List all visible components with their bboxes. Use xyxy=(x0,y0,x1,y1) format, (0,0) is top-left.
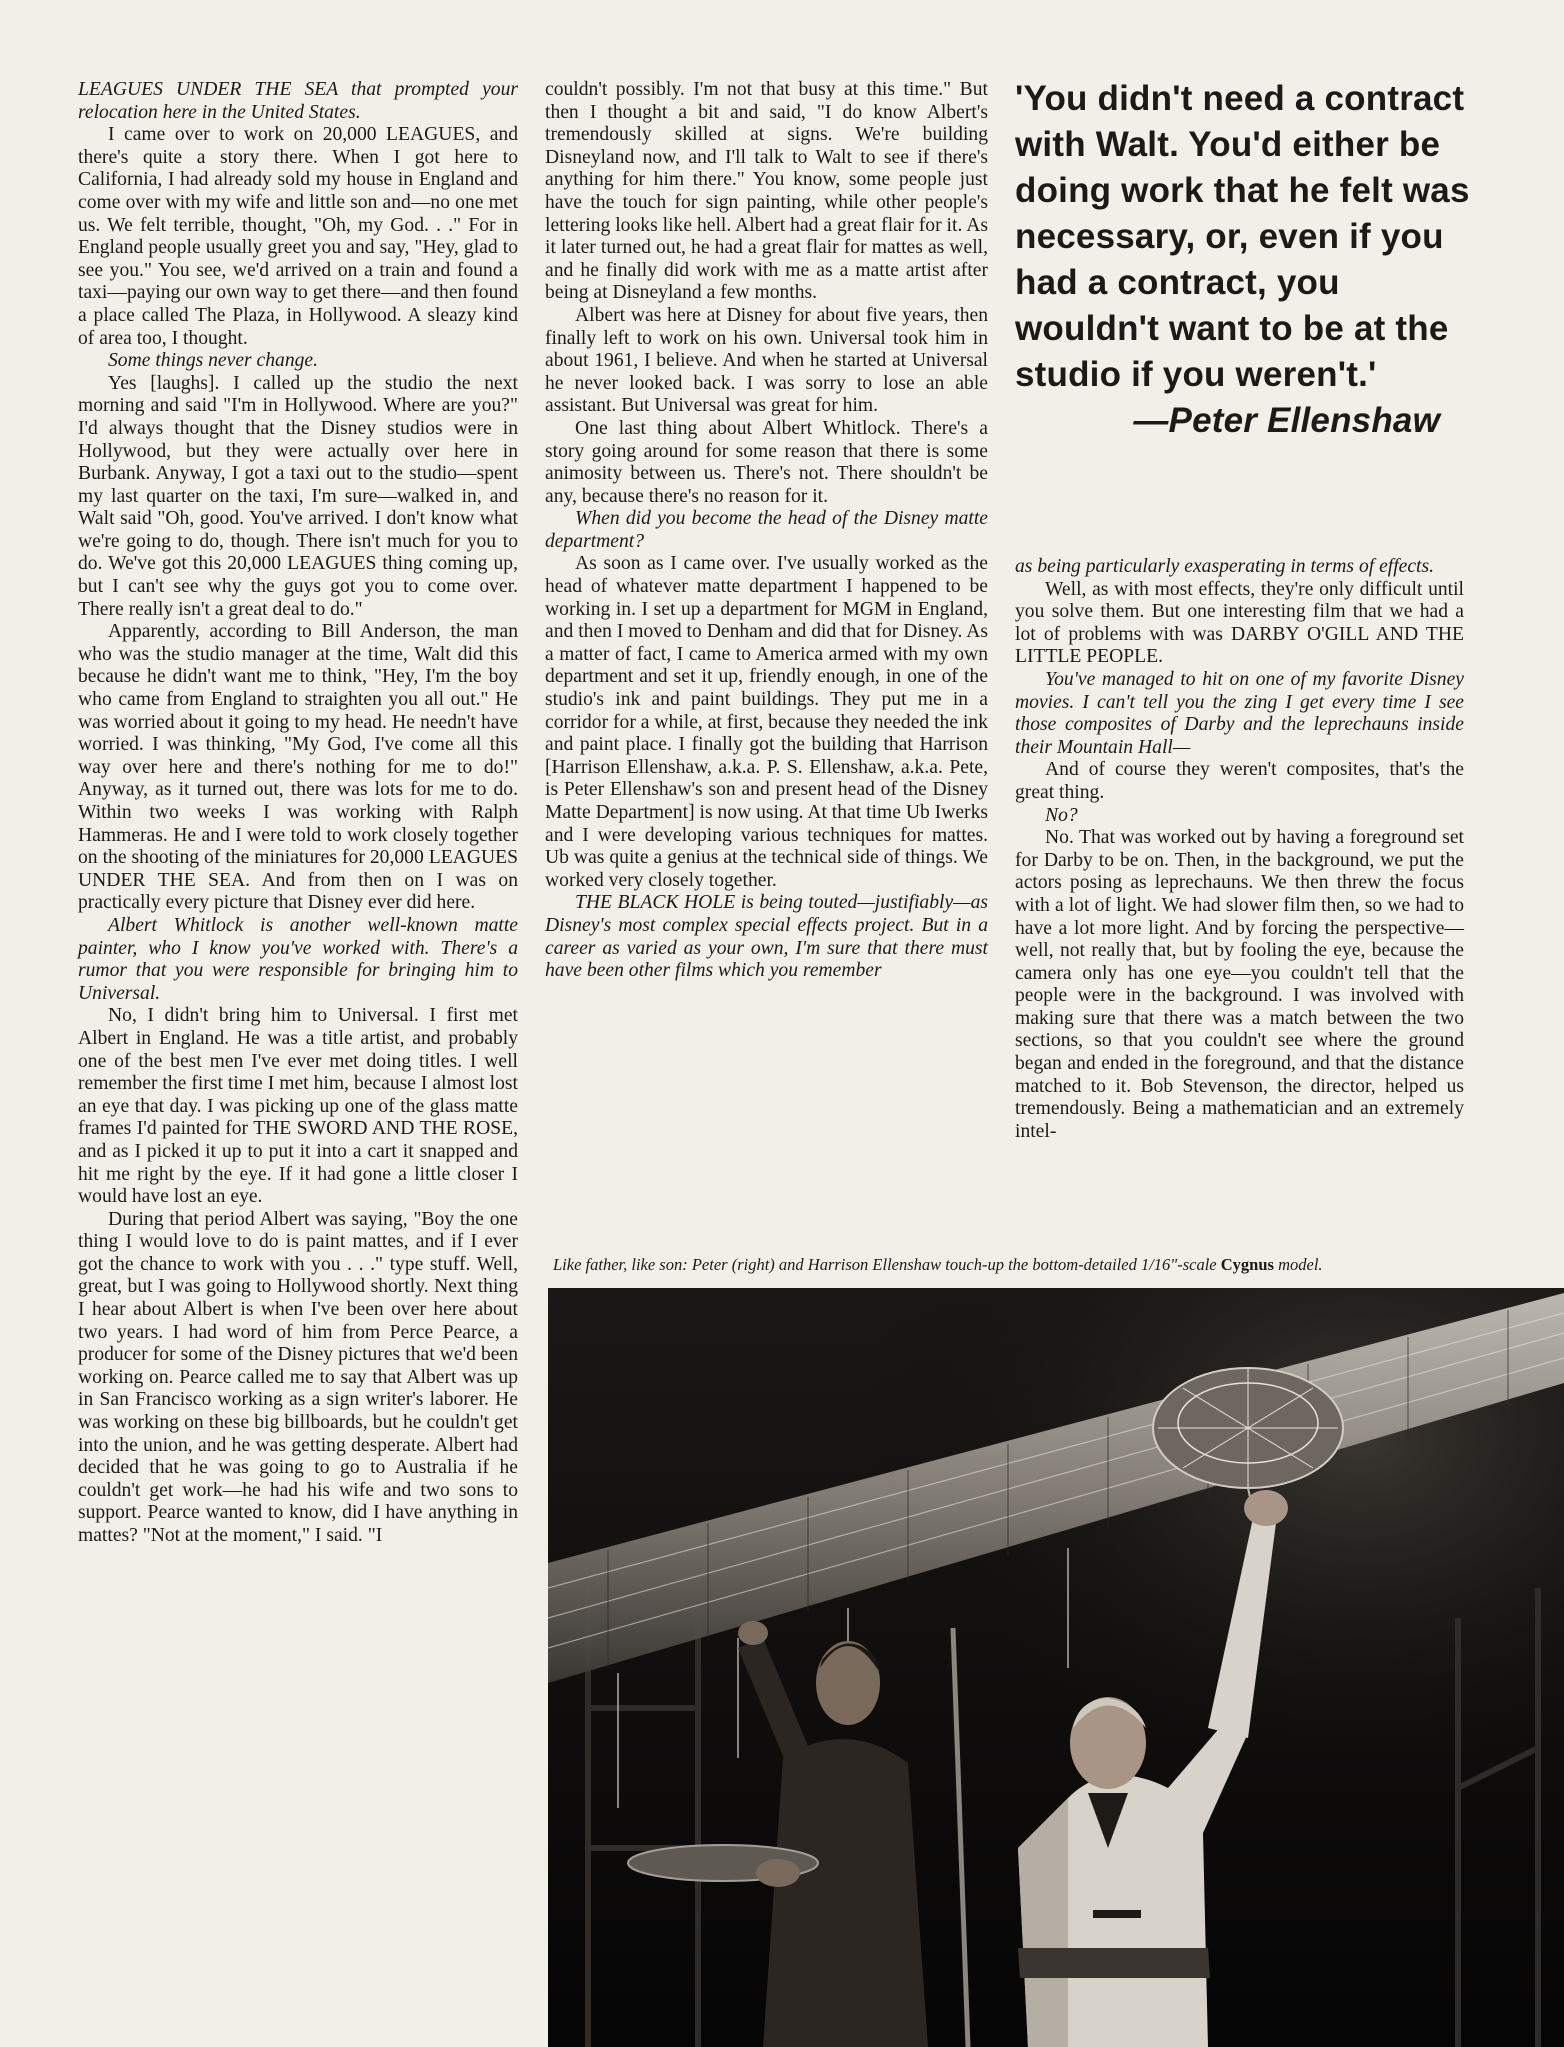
paragraph: couldn't possibly. I'm not that busy at this time." But then I thought a bit and said, "I do know Albert's tremendously skilled at signs. We're building Disneyland now, and I'll talk to Walt to see if there's anything for him there." You know, some people just have the touch for sign painting, while other people's lettering looks like hell. Albert had a great flair for it. As it later turned out, he had a great flair for mattes as well, and he finally did work with me as a matte artist after being at Disneyland a few months. xyxy=(545,79,988,304)
interviewer-question: When did you become the head of the Disney matte department? xyxy=(545,508,988,552)
paragraph: Well, as with most effects, they're only difficult until you solve them. But one interesting film that we had a lot of problems with was DARBY O'GILL AND THE LITTLE PEOPLE. xyxy=(1015,578,1464,668)
paragraph: Apparently, according to Bill Anderson, the man who was the studio manager at the time, Walt did this because he didn't want me to think, "Hey, I'm the boy who came from England to straighten you all out." He was worried about it going to my head. He needn't have worried. I was thinking, "My God, I've come all this way over here and there's nothing for me to do!" Anyway, as it turned out, there was lots for me to do. Within two weeks I was working with Ralph Hammeras. He and I were told to work closely together on the shooting of the miniatures for 20,000 LEAGUES UNDER THE SEA. And from then on I was on practically every picture that Disney ever did here. xyxy=(78,621,518,914)
caption-model-name: Cygnus xyxy=(1220,1255,1274,1274)
interviewer-question: LEAGUES UNDER THE SEA that prompted your relocation here in the United States. xyxy=(78,79,518,123)
interviewer-question: as being particularly exasperating in terms of effects. xyxy=(1015,556,1435,577)
paragraph: Yes [laughs]. I called up the studio the next morning and said "I'm in Hollywood. Where are you?" I'd always thought that the Disney studios were in Hollywood, but they were actually over here in Burbank. Anyway, I got a taxi out to the studio—spent my last quarter on the taxi, I'm sure—walked in, and Walt said "Oh, good. You've arrived. I don't know what we're going to do, though. There isn't much for you to do. We've got this 20,000 LEAGUES thing coming up, but I can't see why the guys got you to come over. There really isn't a great deal to do." xyxy=(78,372,518,620)
paragraph: Albert was here at Disney for about five years, then finally left to work on his own. Universal took him in about 1961, I believe. And when he started at Universal he never looked back. I was sorry to lose an able assistant. But Universal was great for him. xyxy=(545,304,988,417)
photo-cygnus-model xyxy=(548,1288,1564,2047)
pull-quote-attribution: —Peter Ellenshaw xyxy=(1133,401,1440,440)
paragraph: I came over to work on 20,000 LEAGUES, and there's quite a story there. When I got here to California, I had already sold my house in England and come over with my wife and little son and—no one met us. We felt terrible, thought, "Oh, my God. . ." For in England people usually greet you and say, "Hey, glad to see you." You see, we'd arrived on a train and found a taxi—paying our own way to get there—and then found a place called The Plaza, in Hollywood. A sleazy kind of area too, I thought. xyxy=(78,124,518,349)
article-column-2 xyxy=(545,79,988,983)
interviewer-question: Albert Whitlock is another well-known matte painter, who I know you've worked with. There's a rumor that you were responsible for bringing him to Universal. xyxy=(78,914,518,1004)
photo-caption xyxy=(553,1255,1553,1275)
caption-text: Like father, like son: Peter (right) and Harrison Ellenshaw touch-up the bottom-detailed 1/16"-scale xyxy=(553,1255,1221,1274)
paragraph: During that period Albert was saying, "Boy the one thing I would love to do is paint mattes, and if I ever got the chance to work with you . . ." type stuff. Well, great, but I was going to Hollywood shortly. Next thing I hear about Albert is when I've been over here about two years. I had word of him from Perce Pearce, a producer for some of the Disney pictures that we'd been working on. Pearce called me to say that Albert was up in San Francisco working as a sign writer's laborer. He was working on these big billboards, but he couldn't get into the union, and he was getting desperate. Albert had decided that he was going to go to Australia if he couldn't get work—he had his wife and two sons to support. Pearce wanted to know, did I have anything in mattes? "Not at the moment," I said. "I xyxy=(78,1208,518,1546)
pull-quote xyxy=(1015,76,1485,444)
interviewer-question: You've managed to hit on one of my favorite Disney movies. I can't tell you the zing I get every time I see those composites of Darby and the leprechauns inside their Mountain Hall— xyxy=(1015,668,1464,758)
interviewer-question: No? xyxy=(1045,804,1078,826)
paragraph: One last thing about Albert Whitlock. There's a story going around for some reason that there is some animosity between us. There's not. There shouldn't be any, because there's no reason for it. xyxy=(545,417,988,507)
paragraph: And of course they weren't composites, that's the great thing. xyxy=(1015,759,1464,803)
pull-quote-text: 'You didn't need a contract with Walt. You'd either be doing work that he felt was necessary, or, even if you had a contract, you wouldn't want to be at the studio if you weren't.' xyxy=(1015,79,1470,394)
interviewer-question: THE BLACK HOLE is being touted—justifiably—as Disney's most complex special effects project. But in a career as varied as your own, I'm sure that there must have been other films which you remember xyxy=(545,892,988,982)
caption-suffix: model. xyxy=(1273,1255,1323,1274)
article-column-3 xyxy=(1015,556,1464,1143)
interviewer-question: Some things never change. xyxy=(108,350,319,372)
photo-illustration xyxy=(548,1288,1564,2047)
paragraph: As soon as I came over. I've usually worked as the head of whatever matte department I happened to be working in. I set up a department for MGM in England, and then I moved to Denham and did that for Disney. As a matter of fact, I came to America armed with my own department and set it up, friendly enough, in one of the studio's ink and paint buildings. They put me in a corridor for a while, at first, because they needed the ink and paint place. I finally got the building that Harrison [Harrison Ellenshaw, a.k.a. P. S. Ellenshaw, a.k.a. Pete, is Peter Ellenshaw's son and present head of the Disney Matte Department] is now using. At that time Ub Iwerks and I were developing various techniques for mattes. Ub was quite a genius at the technical side of things. We worked very closely together. xyxy=(545,553,988,891)
paragraph: No. That was worked out by having a foreground set for Darby to be on. Then, in the background, we put the actors posing as leprechauns. We then threw the focus with a lot of light. We had slower film then, so we had to have a lot more light. And by forcing the perspective—well, not really that, but by fooling the eye, because the camera only has one eye—you couldn't tell that the people were in the background. I was involved with making sure that there was a match between the two sections, so that you couldn't see where the ground began and ended in the foreground, and that the distance matched to it. Bob Stevenson, the director, helped us tremendously. Being a mathematician and an extremely intel- xyxy=(1015,827,1464,1142)
paragraph: No, I didn't bring him to Universal. I first met Albert in England. He was a title artist, and probably one of the best men I've ever met doing titles. I well remember the first time I met him, because I almost lost an eye that day. I was picking up one of the glass matte frames I'd painted for THE SWORD AND THE ROSE, and as I picked it up to put it into a cart it snapped and hit me right by the eye. If it had gone a little closer I would have lost an eye. xyxy=(78,1005,518,1208)
article-column-1 xyxy=(78,79,518,1548)
